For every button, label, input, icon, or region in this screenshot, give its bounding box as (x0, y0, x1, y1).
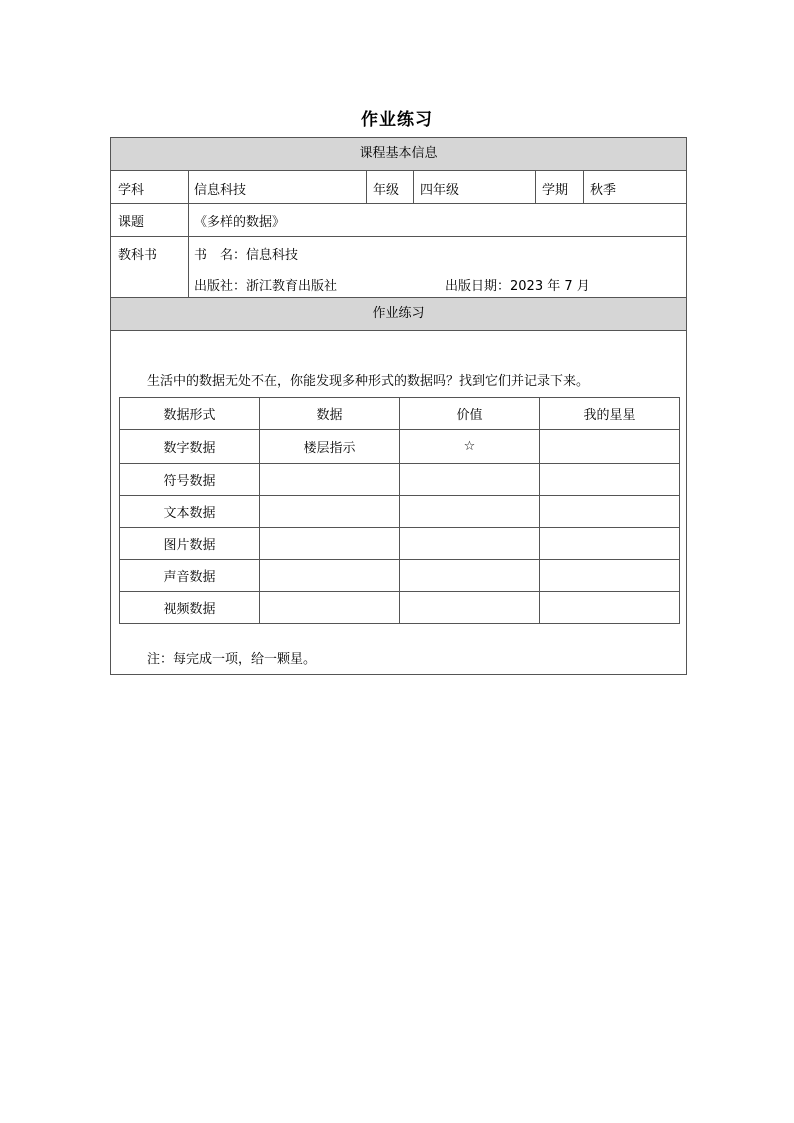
exercise-prompt: 生活中的数据无处不在，你能发现多种形式的数据吗？找到它们并记录下来。 (147, 374, 590, 389)
data-cell[interactable] (260, 560, 400, 592)
term-label: 学期 (542, 183, 569, 198)
star-cell[interactable] (540, 528, 680, 560)
page-title: 作业练习 (361, 110, 433, 130)
grade-label: 年级 (373, 183, 400, 198)
data-cell[interactable] (260, 464, 400, 496)
value-cell[interactable] (400, 496, 540, 528)
col-divider (366, 171, 367, 203)
term-value: 秋季 (590, 183, 617, 198)
data-cell[interactable]: 楼层指示 (260, 430, 400, 464)
table-row (120, 528, 680, 560)
data-form-cell: 声音数据 (120, 560, 260, 592)
basic-info-header: 课程基本信息 (111, 138, 686, 171)
value-cell[interactable] (400, 560, 540, 592)
book-name: 书 名：信息科技 (194, 248, 299, 263)
table-row (120, 592, 680, 624)
exercise-header: 作业练习 (111, 297, 686, 331)
value-cell[interactable]: ☆ (400, 430, 540, 464)
data-cell[interactable] (260, 592, 400, 624)
star-cell[interactable] (540, 592, 680, 624)
subject-label: 学科 (118, 183, 145, 198)
table-header-row (120, 398, 680, 430)
topic-label: 课题 (118, 215, 145, 230)
value-cell[interactable] (400, 592, 540, 624)
table-row (120, 464, 680, 496)
col-divider (188, 171, 189, 297)
column-header: 数据 (260, 398, 400, 430)
data-form-cell: 数字数据 (120, 430, 260, 464)
column-header: 价值 (400, 398, 540, 430)
star-cell[interactable] (540, 560, 680, 592)
row-divider (111, 236, 686, 237)
col-divider (583, 171, 584, 203)
col-divider (535, 171, 536, 203)
grade-value: 四年级 (420, 183, 460, 198)
star-cell[interactable] (540, 464, 680, 496)
table-row (120, 496, 680, 528)
data-cell[interactable] (260, 496, 400, 528)
exercise-table (119, 397, 680, 624)
publisher: 出版社：浙江教育出版社 (194, 279, 338, 294)
textbook-label: 教科书 (118, 248, 158, 263)
col-divider (413, 171, 414, 203)
data-form-cell: 视频数据 (120, 592, 260, 624)
data-form-cell: 符号数据 (120, 464, 260, 496)
topic-value: 《多样的数据》 (194, 215, 286, 230)
data-form-cell: 图片数据 (120, 528, 260, 560)
table-row (120, 560, 680, 592)
data-form-cell: 文本数据 (120, 496, 260, 528)
subject-value: 信息科技 (194, 183, 247, 198)
value-cell[interactable] (400, 464, 540, 496)
star-cell[interactable] (540, 496, 680, 528)
homework-form (110, 137, 687, 675)
publication-date: 出版日期：2023 年 7 月 (445, 279, 590, 294)
star-cell[interactable] (540, 430, 680, 464)
data-cell[interactable] (260, 528, 400, 560)
table-row (120, 430, 680, 464)
column-header: 我的星星 (540, 398, 680, 430)
row-divider (111, 203, 686, 204)
value-cell[interactable] (400, 528, 540, 560)
footnote: 注：每完成一项，给一颗星。 (147, 652, 317, 667)
column-header: 数据形式 (120, 398, 260, 430)
